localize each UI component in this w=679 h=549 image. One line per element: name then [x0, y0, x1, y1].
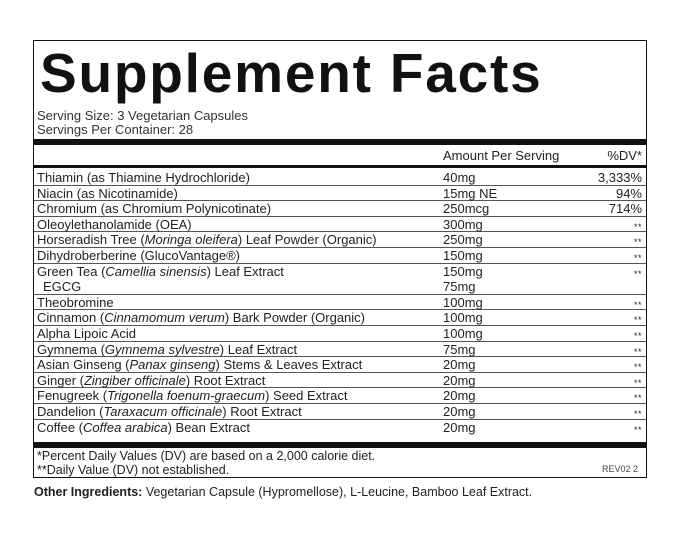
ingredient-name: Gymnema (Gymnema sylvestre) Leaf Extract	[37, 341, 298, 357]
ingredient-amount: 150mg	[443, 263, 483, 279]
ingredient-name: Thiamin (as Thiamine Hydrochloride)	[37, 170, 250, 185]
ingredient-name: Green Tea (Camellia sinensis) Leaf Extract	[37, 263, 284, 279]
table-row	[34, 357, 646, 373]
ingredient-name: Niacin (as Nicotinamide)	[37, 185, 178, 201]
table-row	[34, 326, 646, 342]
ingredient-amount: 75mg	[443, 279, 476, 295]
table-row	[34, 388, 646, 404]
ingredient-dv: **	[633, 377, 642, 388]
table-row	[34, 217, 646, 233]
header-amount-per-serving: Amount Per Serving	[443, 148, 560, 163]
ingredient-dv: 3,333%	[597, 170, 642, 185]
ingredient-amount: 15mg NE	[443, 185, 498, 201]
ingredient-name: Coffee (Coffea arabica) Bean Extract	[37, 419, 250, 435]
header-percent-dv: %DV*	[607, 148, 642, 163]
footnote-dv-not-established: **Daily Value (DV) not established.	[37, 463, 230, 477]
revision-code: REV02 2	[601, 464, 638, 474]
ingredient-dv: **	[633, 393, 642, 404]
ingredient-name: Oleoylethanolamide (OEA)	[37, 216, 192, 232]
ingredient-dv: **	[633, 268, 642, 279]
ingredient-dv: 94%	[615, 185, 642, 201]
ingredient-amount: 150mg	[443, 247, 483, 263]
ingredient-amount: 300mg	[443, 216, 483, 232]
ingredient-name: Horseradish Tree (Moringa oleifera) Leaf Powder (Organic)	[37, 232, 377, 248]
table-row	[34, 310, 646, 326]
table-row	[34, 264, 646, 280]
ingredient-amount: 100mg	[443, 325, 483, 341]
other-ingredients-text: Vegetarian Capsule (Hypromellose), L-Leucine, Bamboo Leaf Extract.	[142, 485, 533, 499]
ingredient-name: Alpha Lipoic Acid	[37, 325, 137, 341]
ingredient-amount: 250mg	[443, 232, 483, 248]
ingredient-name: Theobromine	[37, 294, 114, 310]
other-ingredients-label: Other Ingredients:	[34, 485, 143, 499]
table-row	[34, 232, 646, 248]
bottom-thick-rule	[34, 442, 646, 448]
ingredient-name: Cinnamon (Cinnamomum verum) Bark Powder (Organic)	[37, 310, 366, 326]
table-row	[34, 420, 646, 436]
table-row	[34, 295, 646, 311]
ingredient-dv: **	[633, 424, 642, 435]
panel-title: Supplement Facts	[40, 42, 543, 104]
ingredient-name: Ginger (Zingiber officinale) Root Extract	[37, 372, 266, 388]
ingredient-name: Fenugreek (Trigonella foenum-graecum) Seed Extract	[37, 388, 348, 404]
ingredient-amount: 20mg	[443, 419, 476, 435]
ingredient-name: Chromium (as Chromium Polynicotinate)	[37, 201, 272, 217]
nutrient-rows	[34, 170, 646, 435]
top-thick-rule	[34, 139, 646, 145]
ingredient-dv: **	[633, 252, 642, 263]
ingredient-dv: **	[633, 237, 642, 248]
ingredient-amount: 40mg	[443, 170, 476, 185]
ingredient-amount: 100mg	[443, 310, 483, 326]
serving-size: Serving Size: 3 Vegetarian Capsules	[37, 108, 249, 123]
ingredient-amount: 20mg	[443, 388, 476, 404]
ingredient-dv: **	[633, 221, 642, 232]
ingredient-name: EGCG	[43, 279, 82, 295]
table-row	[34, 373, 646, 389]
supplement-facts-panel	[33, 40, 647, 478]
header-rule	[34, 165, 646, 168]
ingredient-amount: 250mcg	[443, 201, 490, 217]
table-row	[34, 201, 646, 217]
ingredient-dv: **	[633, 299, 642, 310]
table-row	[34, 404, 646, 420]
ingredient-amount: 75mg	[443, 341, 476, 357]
footnote-percent-dv: *Percent Daily Values (DV) are based on a 2,000 calorie diet.	[37, 449, 376, 463]
table-row	[34, 248, 646, 264]
other-ingredients	[34, 485, 532, 499]
ingredient-dv: **	[633, 408, 642, 419]
ingredient-name: Dihydroberberine (GlucoVantage®)	[37, 247, 240, 263]
ingredient-amount: 100mg	[443, 294, 483, 310]
table-row	[34, 170, 646, 186]
ingredient-name: Dandelion (Taraxacum officinale) Root Extract	[37, 403, 302, 419]
table-row	[34, 342, 646, 358]
table-row	[34, 279, 646, 295]
table-row	[34, 186, 646, 202]
servings-per-container: Servings Per Container: 28	[37, 122, 194, 137]
ingredient-amount: 20mg	[443, 372, 476, 388]
ingredient-amount: 20mg	[443, 403, 476, 419]
ingredient-dv: **	[633, 362, 642, 373]
ingredient-dv: 714%	[608, 201, 642, 217]
ingredient-amount: 20mg	[443, 357, 476, 373]
ingredient-dv: **	[633, 346, 642, 357]
ingredient-dv: **	[633, 330, 642, 341]
ingredient-name: Asian Ginseng (Panax ginseng) Stems & Leaves Extract	[37, 357, 363, 373]
ingredient-dv: **	[633, 315, 642, 326]
